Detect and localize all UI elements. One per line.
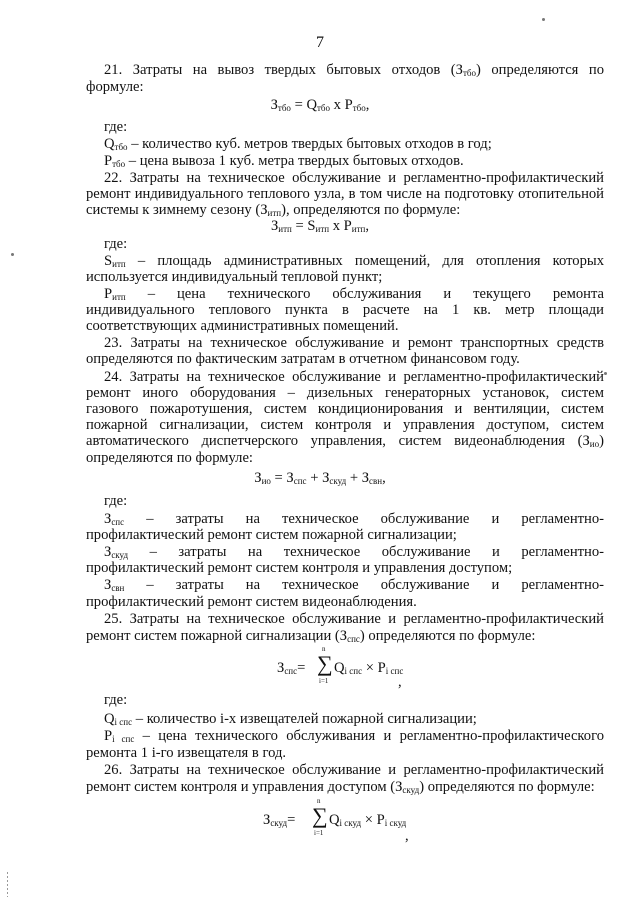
p22-def-2-line-1: $Р_{итп}$ – цена технического обслуживания и текущего ремонта	[104, 286, 604, 302]
p26-formula-lhs: $З_{скуд}=$	[263, 812, 296, 828]
p25-def-1: $Q_{i спс}$ – количество i-х извещателей пожарной сигнализации;	[104, 711, 477, 727]
p21-line-1: 21. Затраты на вывоз твердых бытовых отходов $(З_{тбо})$ определяются по	[104, 62, 605, 78]
p24-line-5: автоматического диспетчерского управления, систем видеонаблюдения $(З_{ио})$	[86, 433, 604, 449]
p25-line-2: ремонт систем пожарной сигнализации $(З_{спс})$ определяются по формуле:	[86, 628, 536, 644]
p23-line-2: определяются по фактическим затратам в отчетном финансовом году.	[86, 351, 520, 367]
p24-def-3-line-2: профилактический ремонт систем видеонаблюдения.	[86, 594, 417, 610]
p25-def-2-line-1: $Р_{i спс}$ – цена технического обслуживания и регламентно-профилактического	[104, 728, 604, 744]
p23-line-1: 23. Затраты на техническое обслуживание и ремонт транспортных средств	[104, 335, 604, 351]
p24-line-6: определяются по формуле:	[86, 450, 253, 466]
p25-sum-sign: ∑	[317, 651, 333, 676]
p22-def-1-line-1: $S_{итп}$ – площадь административных помещений, для отопления которых	[104, 253, 604, 269]
p26-sum-sign: ∑	[312, 803, 328, 828]
scan-speck	[542, 18, 545, 21]
p21-def-2: $Р_{тбо}$ – цена вывоза 1 куб. метра твердых бытовых отходов.	[104, 153, 464, 169]
p24-line-2: ремонт иного оборудования – дизельных генераторных установок, систем	[86, 385, 604, 401]
p25-def-2-line-2: ремонта 1 i-го извещателя в год.	[86, 745, 287, 761]
p22-def-2-line-3: соответствующих административных помещений.	[86, 318, 399, 334]
p24-def-1-line-2: профилактический ремонт систем пожарной сигнализации;	[86, 527, 457, 543]
p25-sum-upper: n	[322, 645, 326, 653]
p25-formula-rhs: $Q_{i спс} \times P_{i спс}$	[334, 660, 404, 676]
p21-line-2: формуле:	[86, 79, 144, 95]
p22-def-2-line-2: индивидуального теплового пункта в расчете на 1 кв. метр площади	[86, 302, 604, 318]
p24-formula: $З_{ио} = З_{спс} + З_{скуд} + З_{свн}$,	[254, 470, 386, 486]
p24-def-2-line-1: $З_{скуд}$ – затраты на техническое обслуживание и регламентно-	[104, 544, 604, 560]
p26-sum-upper: n	[317, 797, 321, 805]
p21-formula: $З_{тбо} = Q_{тбо}$ х $Р_{тбо}$,	[270, 97, 370, 113]
p25-where: где:	[104, 692, 128, 708]
p25-formula-lhs: $З_{спс}=$	[277, 660, 306, 676]
p24-def-2-line-2: профилактический ремонт систем контроля и управления доступом;	[86, 560, 513, 576]
p22-formula: $З_{итп} = S_{итп}$ х $Р_{итп}$,	[270, 218, 370, 234]
p25-line-1: 25. Затраты на техническое обслуживание и регламентно-профилактический	[104, 611, 604, 627]
p22-def-1-line-2: используется индивидуальный тепловой пункт;	[86, 269, 383, 285]
page-number: 7	[316, 34, 324, 51]
scan-edge-mark	[7, 872, 8, 897]
scan-speck	[11, 253, 14, 256]
p24-def-3-line-1: $З_{свн}$ – затраты на техническое обслуживание и регламентно-	[104, 577, 604, 593]
scan-speck	[604, 372, 607, 375]
p24-line-1: 24. Затраты на техническое обслуживание и регламентно-профилактический	[104, 369, 604, 385]
p26-sum-lower: i=1	[314, 829, 324, 837]
p22-line-3: системы к зимнему сезону $(З_{итп})$, определяются по формуле:	[86, 202, 461, 218]
p25-formula-comma: ,	[398, 674, 402, 690]
p24-line-3: газового пожаротушения, систем кондиционирования и вентиляции, систем	[86, 401, 604, 417]
p22-line-1: 22. Затраты на техническое обслуживание и регламентно-профилактический	[104, 170, 604, 186]
p26-line-2: ремонт систем контроля и управления доступом $(З_{скуд})$ определяются по формуле:	[86, 779, 595, 795]
p24-def-1-line-1: $З_{спс}$ – затраты на техническое обслуживание и регламентно-	[104, 511, 604, 527]
p21-where: где:	[104, 119, 128, 135]
p25-sum-lower: i=1	[319, 677, 329, 685]
p24-where: где:	[104, 493, 128, 509]
p21-def-1: $Q_{тбо}$ – количество куб. метров твердых бытовых отходов в год;	[104, 136, 492, 152]
p22-line-2: ремонт индивидуального теплового узла, в том числе на подготовку отопительной	[86, 186, 604, 202]
p24-line-4: пожарной сигнализации, систем контроля и управления доступом, систем	[86, 417, 604, 433]
p26-formula-comma: ,	[405, 828, 409, 844]
p22-where: где:	[104, 236, 128, 252]
p26-formula-rhs: $Q_{i скуд} \times P_{i скуд}$	[329, 812, 407, 828]
p26-line-1: 26. Затраты на техническое обслуживание и регламентно-профилактический	[104, 762, 604, 778]
